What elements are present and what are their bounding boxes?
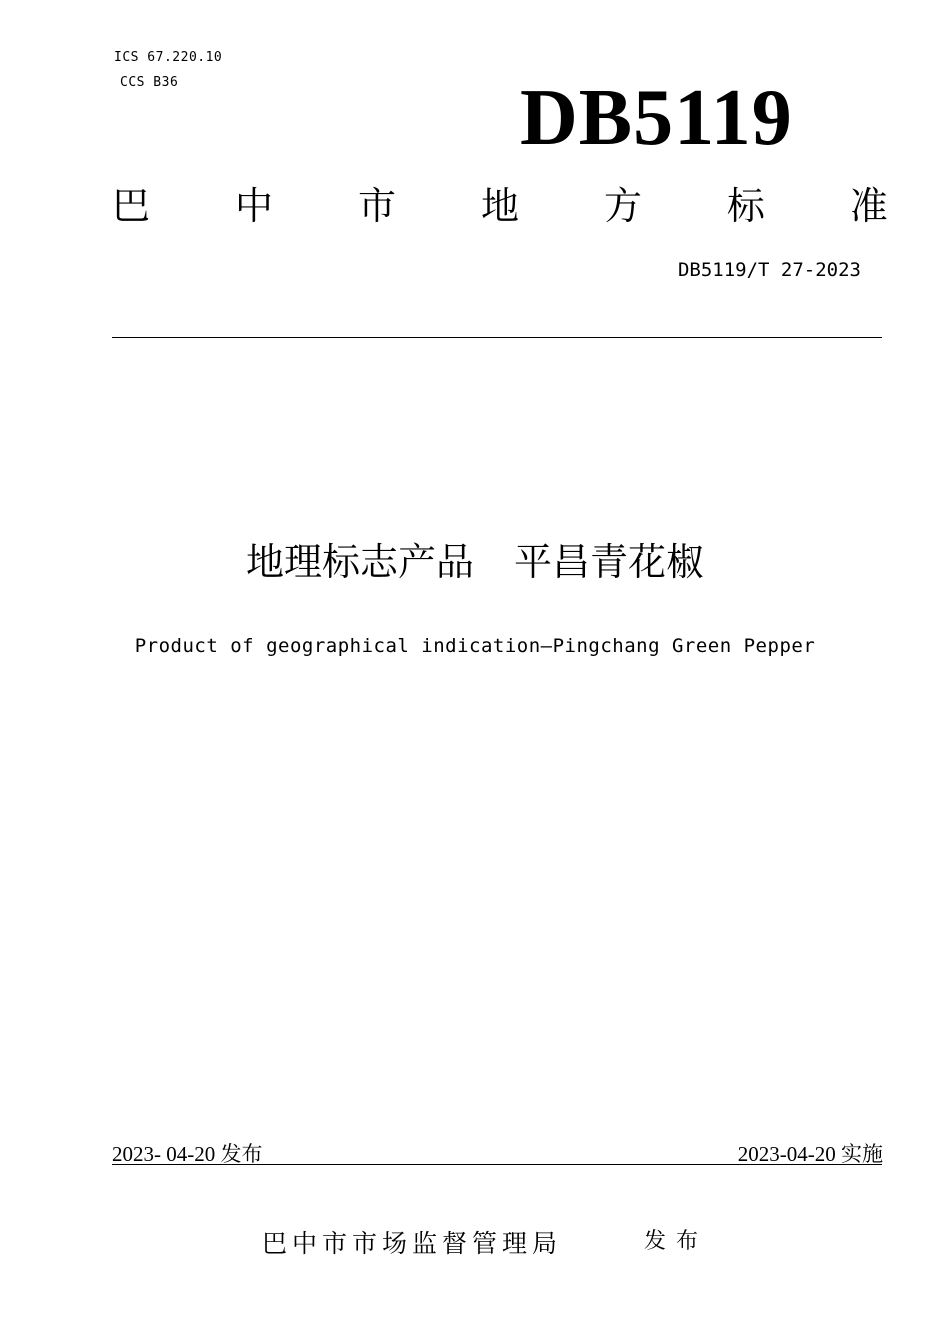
standard-type-char: 方 xyxy=(603,184,642,228)
title-chinese-part2: 平昌青花椒 xyxy=(514,540,705,584)
implementation-date: 2023-04-20 实施 xyxy=(737,1142,883,1166)
standard-logo: DB5119 xyxy=(520,74,793,162)
ccs-code: CCS B36 xyxy=(120,75,179,90)
document-title-english: Product of geographical indication—Pingchang Green Pepper xyxy=(134,635,816,657)
title-chinese-part1: 地理标志产品 xyxy=(245,540,474,584)
standard-type-char: 市 xyxy=(357,184,396,228)
standard-type-char: 巴 xyxy=(112,184,151,228)
footer-divider xyxy=(112,1164,882,1165)
document-title-chinese xyxy=(0,540,950,586)
header-divider xyxy=(112,337,882,338)
standard-type-char: 准 xyxy=(849,184,888,228)
standard-number: DB5119/T 27-2023 xyxy=(677,259,861,281)
issue-date: 2023- 04-20 发布 xyxy=(112,1142,263,1166)
ics-code: ICS 67.220.10 xyxy=(114,50,223,65)
issuing-authority: 巴中市市场监督管理局 xyxy=(262,1229,563,1258)
issuing-action: 发布 xyxy=(644,1229,709,1254)
standard-type-char: 中 xyxy=(234,184,273,228)
standard-type-char: 标 xyxy=(726,184,765,228)
standard-type xyxy=(112,186,888,228)
standard-type-char: 地 xyxy=(480,184,519,228)
